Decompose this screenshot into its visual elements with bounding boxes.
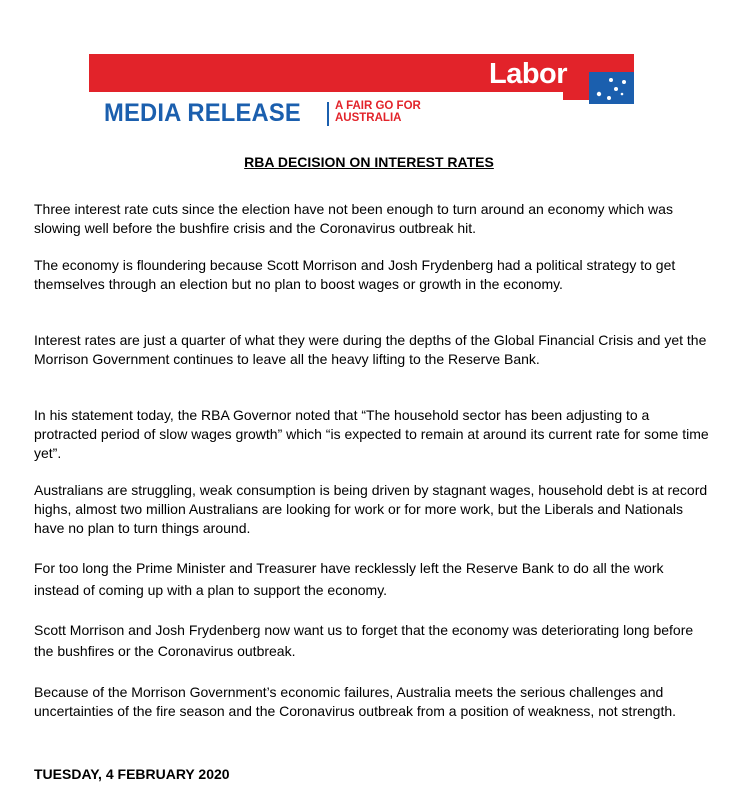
banner-divider [327, 102, 329, 126]
tagline [335, 100, 421, 124]
media-release-banner [89, 54, 634, 128]
paragraph-3: Interest rates are just a quarter of what they were during the depths of the Global Financial Crisis and yet the Morrison Government continues to leave all the heavy lifting to the Reserve Bank. [34, 332, 707, 367]
media-release-heading: MEDIA RELEASE [104, 99, 301, 127]
paragraph-6: For too long the Prime Minister and Treasurer have recklessly left the Reserve Bank to do all the work instead of coming up with a plan to support the economy. [34, 560, 664, 598]
tagline-line1: A FAIR GO FOR [335, 100, 421, 112]
paragraph-7: Scott Morrison and Josh Frydenberg now want us to forget that the economy was deteriorating long before the bushfires or the Coronavirus outbreak. [34, 622, 694, 659]
tagline-line2: AUSTRALIA [335, 112, 402, 124]
southern-cross-icon [589, 72, 634, 104]
paragraph-8: Because of the Morrison Government’s economic failures, Australia meets the serious challenges and uncertainties of the fire season and the Coronavirus outbreak from a position of weakness, not strength. [34, 684, 677, 719]
document-title: RBA DECISION ON INTEREST RATES [244, 154, 494, 170]
release-date: TUESDAY, 4 FEBRUARY 2020 [34, 766, 230, 782]
labor-logo-text: Labor [489, 58, 568, 90]
paragraph-2: The economy is floundering because Scott Morrison and Josh Frydenberg had a political strategy to get themselves through an election but no plan to boost wages or growth in the economy. [34, 257, 676, 292]
paragraph-5: Australians are struggling, weak consumption is being driven by stagnant wages, household debt is at record highs, almost two million Australians are looking for work or for more work, but the Liberals and Nationals have no plan to turn things around. [34, 482, 708, 536]
paragraph-1: Three interest rate cuts since the election have not been enough to turn around an economy which was slowing well before the bushfire crisis and the Coronavirus outbreak hit. [34, 201, 673, 236]
paragraph-4: In his statement today, the RBA Governor noted that “The household sector has been adjusting to a protracted period of slow wages growth” which “is expected to remain at around its current rate for some time yet”. [34, 407, 709, 461]
